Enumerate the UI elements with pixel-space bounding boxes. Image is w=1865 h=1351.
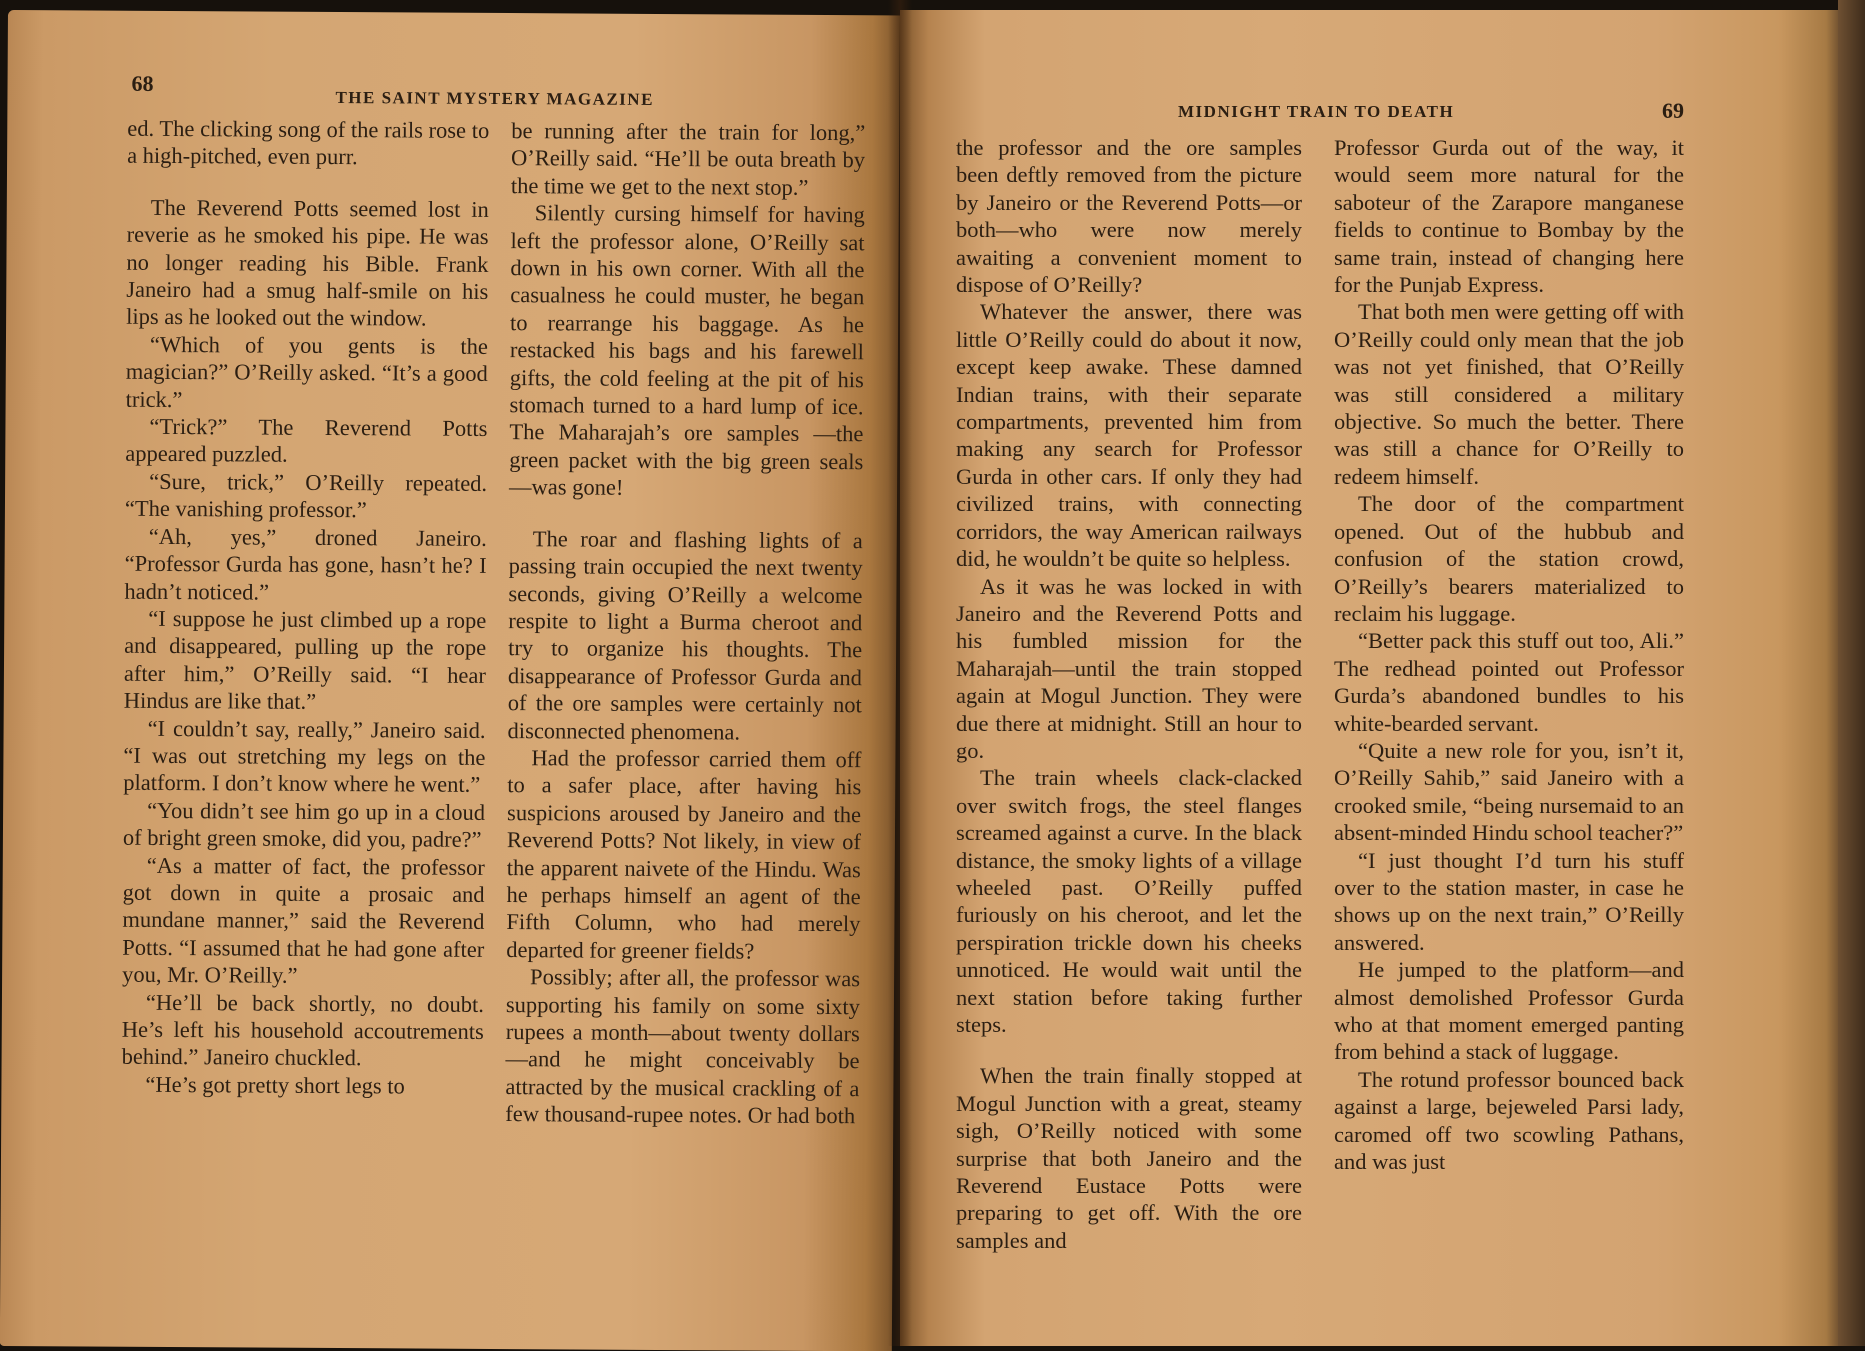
paragraph: the professor and the ore samples been deftly removed from the picture by Janeiro or the Reverend Potts—or both—who were now merely awaiting a convenient moment to dispose of O’Reilly?	[956, 135, 1302, 298]
paragraph: That both men were getting off with O’Reilly could only mean that the job was not yet finished, that O’Reilly was still considered a military objective. So much the better. There was still a chance for O’Reilly to redeem himself.	[1334, 299, 1684, 489]
paragraph: “Quite a new role for you, isn’t it, O’Reilly Sahib,” said Janeiro with a crooked smile, “being nursemaid to an absent-minded Hindu school teacher?”	[1334, 737, 1684, 846]
running-head: THE SAINT MYSTERY MAGAZINE	[335, 88, 655, 109]
paragraph: Whatever the answer, there was little O’Reilly could do about it now, except keep awake. These damned Indian trains, with their separate compartments, prevented him from making any search for Professor Gurda in other cars. If only they had civilized trains, with connecting corridors, the way American railways did, he wouldn’t be quite so helpless.	[956, 299, 1302, 572]
paragraph: be running after the train for long,” O’Reilly said. “He’ll be outa breath by the time we get to the next stop.”	[510, 118, 866, 200]
text-column-right-2	[1334, 134, 1684, 1175]
paragraph: “I couldn’t say, really,” Janeiro said. “I was out stretching my legs on the platform. I don’t know where he went.”	[123, 715, 486, 798]
page-number: 68	[131, 70, 154, 96]
paragraph: When the train finally stopped at Mogul Junction with a great, steamy sigh, O’Reilly noticed with some surprise that both Janeiro and the Reverend Eustace Potts were preparing to get off. With the ore samples and	[956, 1063, 1302, 1253]
page-number: 69	[1662, 98, 1684, 123]
paragraph: “You didn’t see him go up in a cloud of bright green smoke, did you, padre?”	[122, 797, 486, 853]
paragraph: The roar and flashing lights of a passing train occupied the next twenty seconds, giving O’Reilly a welcome respite to light a Burma cheroot and try to organize his thoughts. The disappearance of Professor Gurda and of the ore samples were certainly not disconnected phenomena.	[507, 525, 863, 745]
paragraph: Possibly; after all, the professor was supporting his family on some sixty rupees a month—about twenty dollars—and he might conceivably be attracted by the musical crackling of a few thousand-rupee notes. Or had both	[505, 964, 861, 1129]
paragraph: ed. The clicking song of the rails rose to a high-pitched, even purr.	[127, 115, 490, 170]
paragraph: “Ah, yes,” droned Janeiro. “Professor Gurda has gone, hasn’t he? I hadn’t noticed.”	[124, 523, 487, 605]
right-page	[900, 10, 1845, 1346]
paragraph: The train wheels clack-clacked over switch frogs, the steel flanges screamed against a curve. In the black distance, the smoky lights of a village wheeled past. O’Reilly puffed furiously on his cheroot, and let the perspiration trickle down his cheeks unnoticed. He would wait until the next station before taking further steps.	[956, 765, 1302, 1037]
paragraph: “He’s got pretty short legs to	[145, 1071, 405, 1099]
paragraph: “As a matter of fact, the professor got down in quite a prosaic and mundane manner,” said the Reverend Potts. “I assumed that he had gone after you, Mr. O’Reilly.”	[122, 852, 485, 988]
page-edges	[1838, 0, 1865, 1346]
paragraph: Had the professor carried them off to a safer place, after having his suspicions aroused by Janeiro and the Reverend Potts? Not likely, in view of the apparent naivete of the Hindu. Was he perhaps himself an agent of the Fifth Column, who had merely departed for greener fields?	[506, 745, 862, 964]
left-page	[0, 10, 900, 1351]
paragraph: “Trick?” The Reverend Potts appeared puzzled.	[125, 413, 488, 468]
text-column-left-2	[505, 117, 865, 1130]
paragraph: “I just thought I’d turn his stuff over to the station master, in case he shows up on the next train,” O’Reilly answered.	[1334, 847, 1684, 955]
paragraph: “Which of you gents is the magician?” O’Reilly asked. “It’s a good trick.”	[125, 331, 489, 412]
paragraph: The rotund professor bounced back against a large, bejeweled Parsi lady, caromed off two scowling Pathans, and was just	[1334, 1066, 1684, 1175]
paragraph: He jumped to the platform—and almost demolished Professor Gurda who at that moment emerged panting from behind a stack of luggage.	[1334, 957, 1684, 1065]
paragraph: “He’ll be back shortly, no doubt. He’s left his household accoutrements behind.” Janeiro chuckled.	[121, 989, 485, 1071]
text-column-right-1	[956, 134, 1302, 1254]
paragraph: As it was he was locked in with Janeiro and the Reverend Potts and his fumbled mission for the Maharajah—until the train stopped again at Mogul Junction. They were due there at midnight. Still an hour to go.	[956, 573, 1302, 763]
paragraph: Silently cursing himself for having left the professor alone, O’Reilly sat down in his own corner. With all the casualness he could muster, he began to rearrange his baggage. As he restacked his bags and his farewell gifts, the cold feeling at the pit of his stomach turned to a hard lump of ice. The Maharajah’s ore samples —the green packet with the big green seals—was gone!	[509, 200, 865, 501]
paragraph: “I suppose he just climbed up a rope and disappeared, pulling up the rope after him,” O’Reilly said. “I hear Hindus are like that.”	[123, 605, 487, 715]
paragraph: Professor Gurda out of the way, it would seem more natural for the saboteur of the Zarapore manganese fields to continue to Bombay by the same train, instead of changing here for the Punjab Express.	[1334, 135, 1684, 298]
paragraph: The Reverend Potts seemed lost in reverie as he smoked his pipe. He was no longer reading his Bible. Frank Janeiro had a smug half-smile on his lips as he looked out the window.	[126, 194, 489, 331]
running-head: MIDNIGHT TRAIN TO DEATH	[1178, 102, 1455, 121]
text-column-left-1	[121, 115, 489, 1100]
paragraph: “Better pack this stuff out too, Ali.” The redhead pointed out Professor Gurda’s abandoned bundles to his white-bearded servant.	[1334, 628, 1684, 736]
paragraph: The door of the compartment opened. Out of the hubbub and confusion of the station crowd, O’Reilly’s bearers materialized to reclaim his luggage.	[1334, 491, 1684, 626]
paragraph: “Sure, trick,” O’Reilly repeated. “The vanishing professor.”	[124, 468, 488, 523]
